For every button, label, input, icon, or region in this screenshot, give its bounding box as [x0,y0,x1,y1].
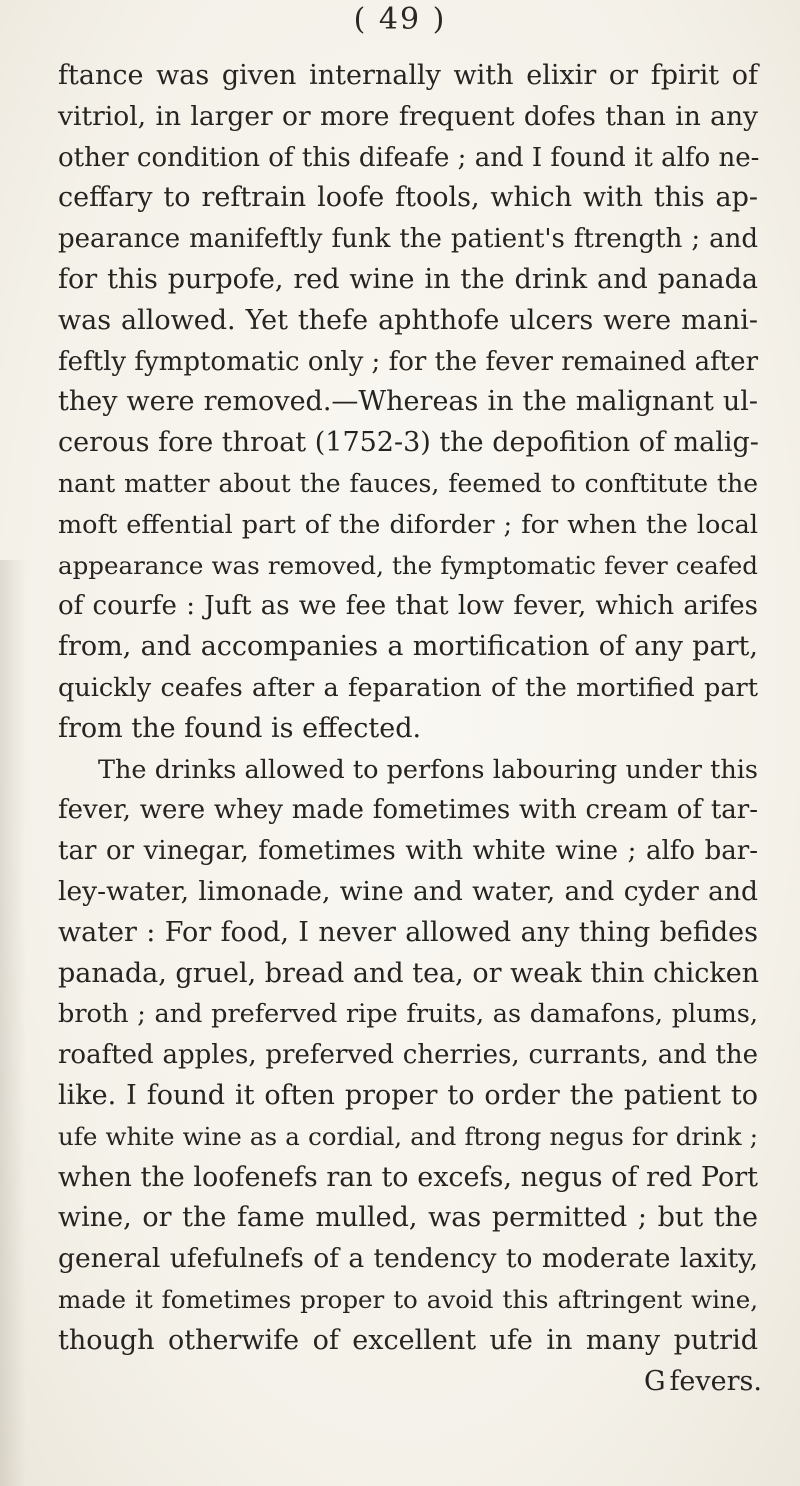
text-line: ftance was given internally with elixir or fpirit of [58,60,758,91]
text-line: ley-water, limonade, wine and water, and cyder and [58,875,758,907]
signature-mark: G [644,1365,666,1397]
text-line: roafted apples, preferved cherries, currants, and the [58,1040,758,1071]
text-line: was allowed. Yet thefe aphthofe ulcers were mani- [58,304,758,336]
text-line: vitriol, in larger or more frequent dofes than in any [58,100,758,132]
text-line: when the loofenefs ran to excefs, negus of red Port [58,1161,758,1193]
binding-shadow [0,560,26,1486]
text-line: moft effential part of the diforder ; for when the local [58,509,758,540]
text-line: made it fometimes proper to avoid this aftringent wine, [58,1284,758,1314]
catch-line [58,1362,762,1403]
text-line: ceffary to reftrain loofe ftools, which with this ap- [58,182,758,214]
text-line: for this purpofe, red wine in the drink and panada [58,263,758,295]
text-line: general ufefulnefs of a tendency to moderate laxity, [58,1243,758,1275]
text-line: quickly ceafes after a feparation of the mortified part [58,672,758,703]
text-line: cerous fore throat (1752-3) the depofition of malig- [58,427,759,459]
text-line: of courfe : Juft as we fee that low fever, which arifes [58,591,758,622]
text-line: fever, were whey made fometimes with cream of tar- [58,795,758,826]
text-line: nant matter about the fauces, feemed to conftitute the [58,468,758,498]
catchword: fevers. [669,1365,762,1397]
text-line: pearance manifeftly funk the patient's ftrength ; and [58,224,758,255]
text-line: other condition of this difeafe ; and I found it alfo ne- [58,142,760,173]
paragraph-start-line: The drinks allowed to perfons labouring under this [98,754,758,785]
text-line: tar or vinegar, fometimes with white wine ; alfo bar- [58,836,758,867]
text-line: they were removed.—Whereas in the malignant ul- [58,386,758,418]
text-line: appearance was removed, the fymptomatic fever ceafed [58,550,758,580]
text-line: wine, or the fame mulled, was permitted ; but the [58,1202,758,1234]
paragraph-end-line: from the found is effected. [58,712,422,744]
text-line: feftly fymptomatic only ; for the fever remained after [58,346,758,377]
text-line: ufe white wine as a cordial, and ftrong negus for drink ; [58,1121,758,1151]
text-line: from, and accompanies a mortification of any part, [58,631,758,663]
text-line: though otherwife of excellent ufe in many putrid [58,1324,758,1356]
page-number: ( 49 ) [353,2,447,37]
text-line: broth ; and preferved ripe fruits, as damafons, plums, [58,999,758,1030]
text-line: like. I found it often proper to order the patient to [58,1079,758,1111]
text-line: water : For food, I never allowed any thing befides [58,916,758,948]
body-text [58,56,762,1402]
text-line: panada, gruel, bread and tea, or weak thin chicken [58,957,760,989]
